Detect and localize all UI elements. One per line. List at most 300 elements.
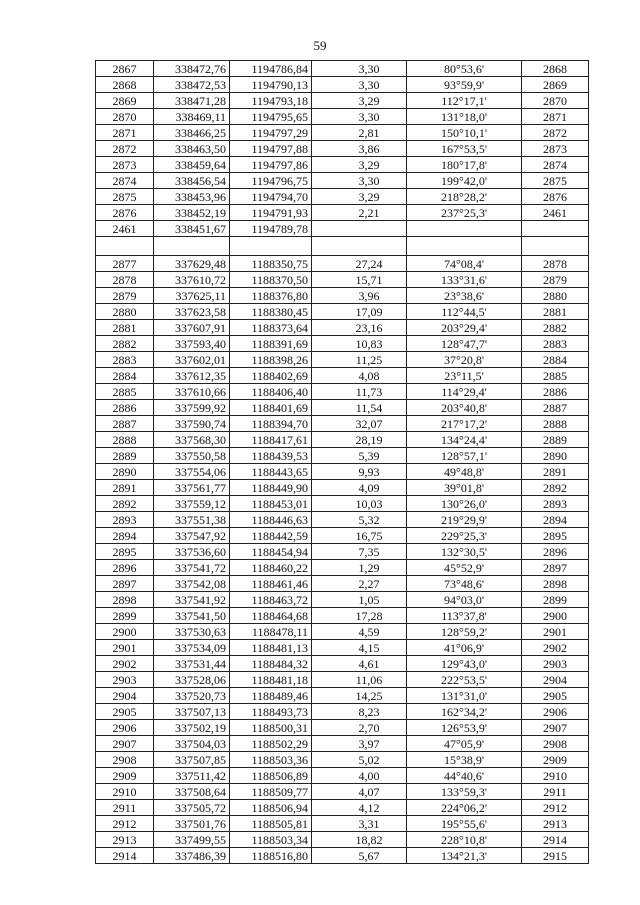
point-id-cell: 2888 [96, 432, 154, 448]
bearing-cell: 130°26,0' [407, 496, 522, 512]
distance-cell: 3,97 [312, 736, 407, 752]
table-row [96, 109, 589, 125]
x-coordinate-cell: 337623,58 [154, 304, 230, 320]
bearing-cell: 47°05,9' [407, 736, 522, 752]
bearing-cell: 15°38,9' [407, 752, 522, 768]
distance-cell: 1,29 [312, 560, 407, 576]
bearing-cell: 128°47,7' [407, 336, 522, 352]
point-id-cell: 2890 [96, 464, 154, 480]
table-row [96, 77, 589, 93]
y-coordinate-cell: 1188505,81 [230, 816, 312, 832]
distance-cell: 2,81 [312, 125, 407, 141]
y-coordinate-cell: 1188481,18 [230, 672, 312, 688]
next-point-cell: 2870 [522, 93, 589, 109]
next-point-cell: 2913 [522, 816, 589, 832]
distance-cell: 4,08 [312, 368, 407, 384]
y-coordinate-cell: 1188406,40 [230, 384, 312, 400]
table-row [96, 368, 589, 384]
table-row [96, 221, 589, 237]
x-coordinate-cell: 337625,11 [154, 288, 230, 304]
x-coordinate-cell: 337541,50 [154, 608, 230, 624]
point-id-cell: 2887 [96, 416, 154, 432]
bearing-cell: 199°42,0' [407, 173, 522, 189]
next-point-cell: 2875 [522, 173, 589, 189]
next-point-cell: 2911 [522, 784, 589, 800]
x-coordinate-cell: 338471,28 [154, 93, 230, 109]
y-coordinate-cell: 1188453,01 [230, 496, 312, 512]
y-coordinate-cell: 1194797,88 [230, 141, 312, 157]
next-point-cell: 2874 [522, 157, 589, 173]
x-coordinate-cell: 337559,12 [154, 496, 230, 512]
next-point-cell: 2907 [522, 720, 589, 736]
y-coordinate-cell: 1188481,13 [230, 640, 312, 656]
point-id-cell: 2896 [96, 560, 154, 576]
point-id-cell: 2900 [96, 624, 154, 640]
table-row [96, 205, 589, 221]
y-coordinate-cell: 1188370,50 [230, 272, 312, 288]
x-coordinate-cell: 337507,85 [154, 752, 230, 768]
next-point-cell: 2908 [522, 736, 589, 752]
bearing-cell: 229°25,3' [407, 528, 522, 544]
bearing-cell: 112°44,5' [407, 304, 522, 320]
point-id-cell: 2867 [96, 61, 154, 77]
point-id-cell: 2913 [96, 832, 154, 848]
table-row [96, 157, 589, 173]
bearing-cell: 224°06,2' [407, 800, 522, 816]
table-row [96, 800, 589, 816]
point-id-cell: 2869 [96, 93, 154, 109]
table-row [96, 400, 589, 416]
next-point-cell: 2872 [522, 125, 589, 141]
next-point-cell: 2891 [522, 464, 589, 480]
y-coordinate-cell [230, 237, 312, 256]
next-point-cell: 2914 [522, 832, 589, 848]
point-id-cell: 2878 [96, 272, 154, 288]
y-coordinate-cell: 1188401,69 [230, 400, 312, 416]
y-coordinate-cell: 1188446,63 [230, 512, 312, 528]
x-coordinate-cell: 337568,30 [154, 432, 230, 448]
bearing-cell: 228°10,8' [407, 832, 522, 848]
next-point-cell: 2903 [522, 656, 589, 672]
y-coordinate-cell: 1188460,22 [230, 560, 312, 576]
distance-cell [312, 237, 407, 256]
point-id-cell: 2873 [96, 157, 154, 173]
table-row [96, 288, 589, 304]
y-coordinate-cell: 1194797,86 [230, 157, 312, 173]
distance-cell: 4,09 [312, 480, 407, 496]
distance-cell: 3,29 [312, 93, 407, 109]
x-coordinate-cell: 337610,66 [154, 384, 230, 400]
bearing-cell: 131°31,0' [407, 688, 522, 704]
point-id-cell: 2914 [96, 848, 154, 864]
x-coordinate-cell: 337511,42 [154, 768, 230, 784]
x-coordinate-cell: 337507,13 [154, 704, 230, 720]
point-id-cell: 2872 [96, 141, 154, 157]
next-point-cell: 2900 [522, 608, 589, 624]
distance-cell: 10,83 [312, 336, 407, 352]
next-point-cell: 2889 [522, 432, 589, 448]
point-id-cell: 2911 [96, 800, 154, 816]
y-coordinate-cell: 1188439,53 [230, 448, 312, 464]
distance-cell: 5,67 [312, 848, 407, 864]
next-point-cell: 2885 [522, 368, 589, 384]
distance-cell: 4,59 [312, 624, 407, 640]
table-row [96, 189, 589, 205]
distance-cell [312, 221, 407, 237]
distance-cell: 3,31 [312, 816, 407, 832]
y-coordinate-cell: 1188373,64 [230, 320, 312, 336]
x-coordinate-cell: 337551,38 [154, 512, 230, 528]
x-coordinate-cell: 337536,60 [154, 544, 230, 560]
distance-cell: 32,07 [312, 416, 407, 432]
bearing-cell: 80°53,6' [407, 61, 522, 77]
table-row [96, 736, 589, 752]
y-coordinate-cell: 1188449,90 [230, 480, 312, 496]
bearing-cell: 132°30,5' [407, 544, 522, 560]
bearing-cell: 126°53,9' [407, 720, 522, 736]
y-coordinate-cell: 1188516,80 [230, 848, 312, 864]
x-coordinate-cell: 337612,35 [154, 368, 230, 384]
y-coordinate-cell: 1188506,94 [230, 800, 312, 816]
x-coordinate-cell: 338451,67 [154, 221, 230, 237]
x-coordinate-cell: 337602,01 [154, 352, 230, 368]
y-coordinate-cell: 1188478,11 [230, 624, 312, 640]
x-coordinate-cell [154, 237, 230, 256]
next-point-cell: 2905 [522, 688, 589, 704]
x-coordinate-cell: 338452,19 [154, 205, 230, 221]
table-row [96, 752, 589, 768]
bearing-cell: 218°28,2' [407, 189, 522, 205]
y-coordinate-cell: 1188391,69 [230, 336, 312, 352]
next-point-cell: 2898 [522, 576, 589, 592]
table-row [96, 416, 589, 432]
next-point-cell: 2897 [522, 560, 589, 576]
point-id-cell: 2910 [96, 784, 154, 800]
x-coordinate-cell: 337504,03 [154, 736, 230, 752]
table-row [96, 173, 589, 189]
distance-cell: 7,35 [312, 544, 407, 560]
x-coordinate-cell: 338469,11 [154, 109, 230, 125]
bearing-cell: 203°40,8' [407, 400, 522, 416]
table-row [96, 141, 589, 157]
y-coordinate-cell: 1188398,26 [230, 352, 312, 368]
distance-cell: 17,28 [312, 608, 407, 624]
next-point-cell: 2871 [522, 109, 589, 125]
point-id-cell: 2898 [96, 592, 154, 608]
table-row [96, 592, 589, 608]
next-point-cell [522, 237, 589, 256]
table-row [96, 93, 589, 109]
point-id-cell: 2885 [96, 384, 154, 400]
distance-cell: 11,06 [312, 672, 407, 688]
x-coordinate-cell: 337530,63 [154, 624, 230, 640]
x-coordinate-cell: 337534,09 [154, 640, 230, 656]
table-row [96, 272, 589, 288]
distance-cell: 18,82 [312, 832, 407, 848]
point-id-cell: 2902 [96, 656, 154, 672]
next-point-cell: 2899 [522, 592, 589, 608]
next-point-cell: 2883 [522, 336, 589, 352]
next-point-cell: 2887 [522, 400, 589, 416]
bearing-cell [407, 221, 522, 237]
bearing-cell: 133°59,3' [407, 784, 522, 800]
y-coordinate-cell: 1194786,84 [230, 61, 312, 77]
y-coordinate-cell: 1188500,31 [230, 720, 312, 736]
distance-cell: 2,70 [312, 720, 407, 736]
table-row [96, 576, 589, 592]
bearing-cell: 219°29,9' [407, 512, 522, 528]
x-coordinate-cell: 337554,06 [154, 464, 230, 480]
next-point-cell: 2882 [522, 320, 589, 336]
point-id-cell: 2870 [96, 109, 154, 125]
table-row [96, 656, 589, 672]
distance-cell: 16,75 [312, 528, 407, 544]
next-point-cell: 2868 [522, 61, 589, 77]
table-row [96, 480, 589, 496]
y-coordinate-cell: 1188380,45 [230, 304, 312, 320]
bearing-cell: 128°57,1' [407, 448, 522, 464]
table-row [96, 544, 589, 560]
next-point-cell: 2890 [522, 448, 589, 464]
distance-cell: 3,96 [312, 288, 407, 304]
point-id-cell: 2871 [96, 125, 154, 141]
x-coordinate-cell: 337607,91 [154, 320, 230, 336]
distance-cell: 4,12 [312, 800, 407, 816]
y-coordinate-cell: 1188493,73 [230, 704, 312, 720]
next-point-cell: 2878 [522, 256, 589, 272]
point-id-cell [96, 237, 154, 256]
point-id-cell: 2882 [96, 336, 154, 352]
bearing-cell: 45°52,9' [407, 560, 522, 576]
x-coordinate-cell: 337561,77 [154, 480, 230, 496]
table-row [96, 672, 589, 688]
distance-cell: 8,23 [312, 704, 407, 720]
bearing-cell: 93°59,9' [407, 77, 522, 93]
distance-cell: 3,29 [312, 189, 407, 205]
bearing-cell: 94°03,0' [407, 592, 522, 608]
point-id-cell: 2912 [96, 816, 154, 832]
table-row [96, 720, 589, 736]
next-point-cell: 2894 [522, 512, 589, 528]
next-point-cell: 2906 [522, 704, 589, 720]
x-coordinate-cell: 337501,76 [154, 816, 230, 832]
bearing-cell: 49°48,8' [407, 464, 522, 480]
y-coordinate-cell: 1188454,94 [230, 544, 312, 560]
coordinates-table [95, 60, 589, 864]
table-row [96, 832, 589, 848]
x-coordinate-cell: 337486,39 [154, 848, 230, 864]
table-row [96, 688, 589, 704]
y-coordinate-cell: 1194794,70 [230, 189, 312, 205]
next-point-cell: 2886 [522, 384, 589, 400]
x-coordinate-cell: 337550,58 [154, 448, 230, 464]
distance-cell: 3,30 [312, 77, 407, 93]
page-number: 59 [313, 38, 327, 53]
y-coordinate-cell: 1194789,78 [230, 221, 312, 237]
bearing-cell: 162°34,2' [407, 704, 522, 720]
table-body [96, 61, 589, 864]
next-point-cell: 2910 [522, 768, 589, 784]
distance-cell: 17,09 [312, 304, 407, 320]
x-coordinate-cell: 337547,92 [154, 528, 230, 544]
x-coordinate-cell: 337593,40 [154, 336, 230, 352]
next-point-cell: 2888 [522, 416, 589, 432]
bearing-cell: 23°38,6' [407, 288, 522, 304]
distance-cell: 5,02 [312, 752, 407, 768]
bearing-cell: 237°25,3' [407, 205, 522, 221]
bearing-cell: 128°59,2' [407, 624, 522, 640]
table-row [96, 784, 589, 800]
x-coordinate-cell: 337499,55 [154, 832, 230, 848]
x-coordinate-cell: 337541,92 [154, 592, 230, 608]
point-id-cell: 2883 [96, 352, 154, 368]
table-row [96, 304, 589, 320]
point-id-cell: 2901 [96, 640, 154, 656]
next-point-cell: 2881 [522, 304, 589, 320]
x-coordinate-cell: 337610,72 [154, 272, 230, 288]
point-id-cell: 2907 [96, 736, 154, 752]
distance-cell: 3,86 [312, 141, 407, 157]
table-row [96, 624, 589, 640]
y-coordinate-cell: 1188503,34 [230, 832, 312, 848]
y-coordinate-cell: 1194796,75 [230, 173, 312, 189]
distance-cell: 4,00 [312, 768, 407, 784]
distance-cell: 1,05 [312, 592, 407, 608]
table-row [96, 352, 589, 368]
distance-cell: 27,24 [312, 256, 407, 272]
distance-cell: 10,03 [312, 496, 407, 512]
point-id-cell: 2880 [96, 304, 154, 320]
point-id-cell: 2905 [96, 704, 154, 720]
point-id-cell: 2881 [96, 320, 154, 336]
y-coordinate-cell: 1188503,36 [230, 752, 312, 768]
table-row [96, 704, 589, 720]
table-row [96, 125, 589, 141]
bearing-cell: 23°11,5' [407, 368, 522, 384]
next-point-cell: 2909 [522, 752, 589, 768]
bearing-cell: 74°08,4' [407, 256, 522, 272]
point-id-cell: 2904 [96, 688, 154, 704]
next-point-cell: 2902 [522, 640, 589, 656]
x-coordinate-cell: 337629,48 [154, 256, 230, 272]
next-point-cell: 2876 [522, 189, 589, 205]
next-point-cell: 2880 [522, 288, 589, 304]
next-point-cell: 2896 [522, 544, 589, 560]
bearing-cell: 217°17,2' [407, 416, 522, 432]
x-coordinate-cell: 337541,72 [154, 560, 230, 576]
y-coordinate-cell: 1188394,70 [230, 416, 312, 432]
bearing-cell: 41°06,9' [407, 640, 522, 656]
x-coordinate-cell: 337508,64 [154, 784, 230, 800]
bearing-cell: 114°29,4' [407, 384, 522, 400]
bearing-cell: 131°18,0' [407, 109, 522, 125]
distance-cell: 4,15 [312, 640, 407, 656]
y-coordinate-cell: 1194797,29 [230, 125, 312, 141]
x-coordinate-cell: 338466,25 [154, 125, 230, 141]
y-coordinate-cell: 1188402,69 [230, 368, 312, 384]
point-id-cell: 2879 [96, 288, 154, 304]
distance-cell: 3,30 [312, 109, 407, 125]
distance-cell: 5,39 [312, 448, 407, 464]
point-id-cell: 2877 [96, 256, 154, 272]
x-coordinate-cell: 337531,44 [154, 656, 230, 672]
y-coordinate-cell: 1188443,65 [230, 464, 312, 480]
table-row [96, 237, 589, 256]
y-coordinate-cell: 1188376,80 [230, 288, 312, 304]
point-id-cell: 2908 [96, 752, 154, 768]
table-row [96, 528, 589, 544]
x-coordinate-cell: 337590,74 [154, 416, 230, 432]
distance-cell: 4,61 [312, 656, 407, 672]
y-coordinate-cell: 1188350,75 [230, 256, 312, 272]
table-row [96, 560, 589, 576]
table-row [96, 496, 589, 512]
bearing-cell [407, 237, 522, 256]
distance-cell: 3,30 [312, 61, 407, 77]
next-point-cell: 2879 [522, 272, 589, 288]
bearing-cell: 150°10,1' [407, 125, 522, 141]
table-row [96, 256, 589, 272]
x-coordinate-cell: 337520,73 [154, 688, 230, 704]
distance-cell: 2,27 [312, 576, 407, 592]
bearing-cell: 133°31,6' [407, 272, 522, 288]
y-coordinate-cell: 1188484,32 [230, 656, 312, 672]
table-row [96, 768, 589, 784]
bearing-cell: 195°55,6' [407, 816, 522, 832]
table-row [96, 384, 589, 400]
distance-cell: 3,29 [312, 157, 407, 173]
point-id-cell: 2894 [96, 528, 154, 544]
bearing-cell: 134°24,4' [407, 432, 522, 448]
x-coordinate-cell: 337542,08 [154, 576, 230, 592]
x-coordinate-cell: 337502,19 [154, 720, 230, 736]
table-row [96, 816, 589, 832]
x-coordinate-cell: 337599,92 [154, 400, 230, 416]
y-coordinate-cell: 1188463,72 [230, 592, 312, 608]
bearing-cell: 44°40,6' [407, 768, 522, 784]
distance-cell: 4,07 [312, 784, 407, 800]
next-point-cell: 2869 [522, 77, 589, 93]
x-coordinate-cell: 338472,76 [154, 61, 230, 77]
point-id-cell: 2884 [96, 368, 154, 384]
table-row [96, 432, 589, 448]
next-point-cell: 2912 [522, 800, 589, 816]
bearing-cell: 113°37,8' [407, 608, 522, 624]
bearing-cell: 203°29,4' [407, 320, 522, 336]
x-coordinate-cell: 338453,96 [154, 189, 230, 205]
y-coordinate-cell: 1188506,89 [230, 768, 312, 784]
point-id-cell: 2895 [96, 544, 154, 560]
table-row [96, 608, 589, 624]
distance-cell: 9,93 [312, 464, 407, 480]
bearing-cell: 222°53,5' [407, 672, 522, 688]
table-row [96, 512, 589, 528]
y-coordinate-cell: 1188417,61 [230, 432, 312, 448]
distance-cell: 2,21 [312, 205, 407, 221]
table-row [96, 448, 589, 464]
distance-cell: 3,30 [312, 173, 407, 189]
distance-cell: 5,32 [312, 512, 407, 528]
bearing-cell: 129°43,0' [407, 656, 522, 672]
distance-cell: 11,54 [312, 400, 407, 416]
next-point-cell: 2892 [522, 480, 589, 496]
point-id-cell: 2875 [96, 189, 154, 205]
point-id-cell: 2876 [96, 205, 154, 221]
bearing-cell: 39°01,8' [407, 480, 522, 496]
x-coordinate-cell: 337505,72 [154, 800, 230, 816]
distance-cell: 14,25 [312, 688, 407, 704]
table-row [96, 464, 589, 480]
